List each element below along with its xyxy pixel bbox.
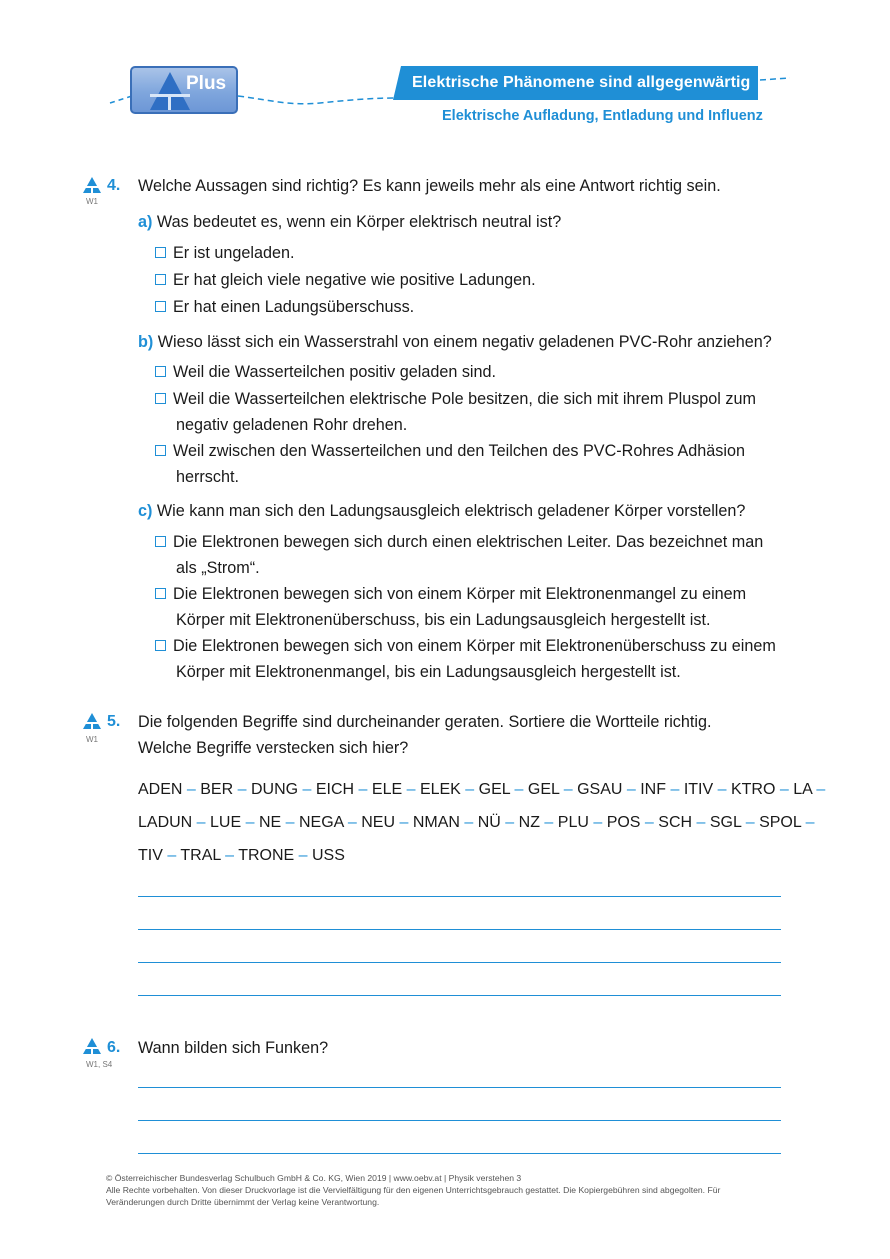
checkbox[interactable] [155,247,166,258]
option-text: Weil zwischen den Wasserteilchen und den Teilchen des PVC-Rohres Adhäsion [173,442,745,460]
option-text-cont: Körper mit Elektronenmangel, bis ein Ladungsausgleich hergestellt ist. [176,663,681,681]
option [155,240,295,266]
option-text: Die Elektronen bewegen sich von einem Körper mit Elektronenüberschuss zu einem [173,637,776,655]
logo-label: Plus [186,73,227,94]
option-text: Die Elektronen bewegen sich von einem Körper mit Elektronenmangel zu einem [173,585,747,603]
word-part: TRAL [180,847,221,864]
task-number: 5. [107,713,121,730]
subtask-question: Was bedeutet es, wenn ein Körper elektrisch neutral ist? [156,213,562,231]
word-part: LADUN [138,814,193,831]
word-separator: – [801,814,815,831]
subtask-label: b) [138,333,154,351]
word-separator: – [622,781,641,798]
option-text-cont: Körper mit Elektronenüberschuss, bis ein Ladungsausgleich hergestellt ist. [176,611,711,629]
word-part: GEL [527,781,560,798]
word-separator: – [500,814,519,831]
answer-line[interactable] [138,962,781,963]
answer-line[interactable] [138,929,781,930]
word-separator: – [233,781,251,798]
word-part: NMAN [412,814,460,831]
checkbox[interactable] [155,536,166,547]
word-separator: – [559,781,578,798]
checkbox[interactable] [155,588,166,599]
word-separator: – [402,781,420,798]
word-separator: – [811,781,826,798]
option [155,633,776,659]
option [155,529,763,555]
word-part: GEL [478,781,511,798]
page-title: Elektrische Phänomene sind allgegenwärtig [412,74,751,91]
task-pyramid-icon [83,1038,101,1054]
checkbox[interactable] [155,366,166,377]
word-separator: – [220,847,239,864]
answer-line[interactable] [138,1087,781,1088]
answer-line[interactable] [138,896,781,897]
task-tag: W1 [86,197,98,206]
subtask-label: a) [138,213,153,231]
word-separator: – [460,781,479,798]
word-separator: – [294,847,312,864]
word-separator: – [775,781,794,798]
word-part: GSAU [577,781,623,798]
option [155,581,746,607]
word-part: DUNG [250,781,299,798]
answer-line[interactable] [138,995,781,996]
subtask-b [138,329,772,355]
word-part: NÜ [477,814,501,831]
subtask-label: c) [138,502,153,520]
task-question: Welche Aussagen sind richtig? Es kann jeweils mehr als eine Antwort richtig sein. [138,177,721,195]
word-part: NEU [361,814,396,831]
word-part: ELE [371,781,403,798]
word-part: TIV [138,847,163,864]
word-part: LA [793,781,812,798]
option-text-cont: negativ geladenen Rohr drehen. [176,416,408,434]
checkbox[interactable] [155,640,166,651]
option [155,267,536,293]
word-part: PLU [557,814,589,831]
word-part: EICH [315,781,355,798]
option [155,359,496,385]
task-question-line: Welche Begriffe verstecken sich hier? [138,739,409,757]
option [155,438,745,464]
checkbox[interactable] [155,301,166,312]
word-part: LUE [210,814,242,831]
word-separator: – [182,781,201,798]
word-part: NE [258,814,282,831]
task-number: 6. [107,1039,121,1056]
answer-line[interactable] [138,1153,781,1154]
word-part: BER [200,781,234,798]
word-separator: – [192,814,211,831]
answer-line[interactable] [138,1120,781,1121]
word-part: POS [606,814,641,831]
word-separator: – [640,814,659,831]
task-tag: W1, S4 [86,1060,113,1069]
checkbox[interactable] [155,445,166,456]
word-part: NEGA [298,814,344,831]
footer-line: Alle Rechte vorbehalten. Von dieser Druckvorlage ist die Vervielfältigung für den eigenen Unterrichtsgebrauch gestattet. Die Kopiergebühren sind abgegolten. Für [106,1185,721,1195]
option [155,386,756,412]
word-row [138,814,815,832]
option [155,294,414,320]
word-separator: – [162,847,181,864]
word-separator: – [298,781,316,798]
word-part: ADEN [138,781,183,798]
word-separator: – [713,781,731,798]
word-separator: – [588,814,607,831]
footer-line: Veränderungen durch Dritte übernimmt der Verlag keine Verantwortung. [106,1197,380,1207]
task-question-line: Die folgenden Begriffe sind durcheinander geraten. Sortiere die Wortteile richtig. [138,713,712,731]
word-separator: – [510,781,528,798]
page-subtitle: Elektrische Aufladung, Entladung und Influenz [442,108,763,124]
word-separator: – [241,814,259,831]
word-part: KTRO [730,781,776,798]
option-text-cont: herrscht. [176,468,239,486]
footer-line: © Österreichischer Bundesverlag Schulbuch GmbH & Co. KG, Wien 2019 | www.oebv.at | Physik verstehen 3 [106,1173,522,1183]
task-tag: W1 [86,735,98,744]
option-text: Er ist ungeladen. [173,244,295,262]
word-part: SPOL [759,814,802,831]
word-separator: – [692,814,710,831]
option-text: Er hat gleich viele negative wie positive Ladungen. [173,271,536,289]
subtask-c [138,498,745,524]
task-number: 4. [107,177,121,194]
word-separator: – [343,814,362,831]
task-pyramid-icon [83,713,101,729]
checkbox[interactable] [155,274,166,285]
word-part: ITIV [683,781,714,798]
option-text: Weil die Wasserteilchen positiv geladen sind. [173,363,497,381]
option-text: Er hat einen Ladungsüberschuss. [173,298,415,316]
option-text: Weil die Wasserteilchen elektrische Pole besitzen, die sich mit ihrem Pluspol zum [173,390,756,408]
word-separator: – [539,814,558,831]
word-part: SCH [658,814,693,831]
word-separator: – [354,781,372,798]
subtask-question: Wieso lässt sich ein Wasserstrahl von einem negativ geladenen PVC-Rohr anziehen? [157,333,772,351]
option-text-cont: als „Strom“. [176,559,260,577]
word-part: INF [640,781,667,798]
word-part: TRONE [238,847,295,864]
task-question: Wann bilden sich Funken? [138,1039,329,1057]
word-separator: – [666,781,684,798]
word-row [138,781,825,799]
word-part: ELEK [419,781,461,798]
option-text: Die Elektronen bewegen sich durch einen elektrischen Leiter. Das bezeichnet man [173,533,764,551]
task-pyramid-icon [83,177,101,193]
word-part: USS [312,847,345,864]
word-separator: – [395,814,413,831]
word-part: SGL [709,814,742,831]
word-row [138,847,345,865]
word-separator: – [281,814,299,831]
word-separator: – [741,814,760,831]
subtask-question: Wie kann man sich den Ladungsausgleich elektrisch geladener Körper vorstellen? [156,502,746,520]
word-separator: – [459,814,478,831]
checkbox[interactable] [155,393,166,404]
subtask-a [138,209,561,235]
word-part: NZ [518,814,540,831]
